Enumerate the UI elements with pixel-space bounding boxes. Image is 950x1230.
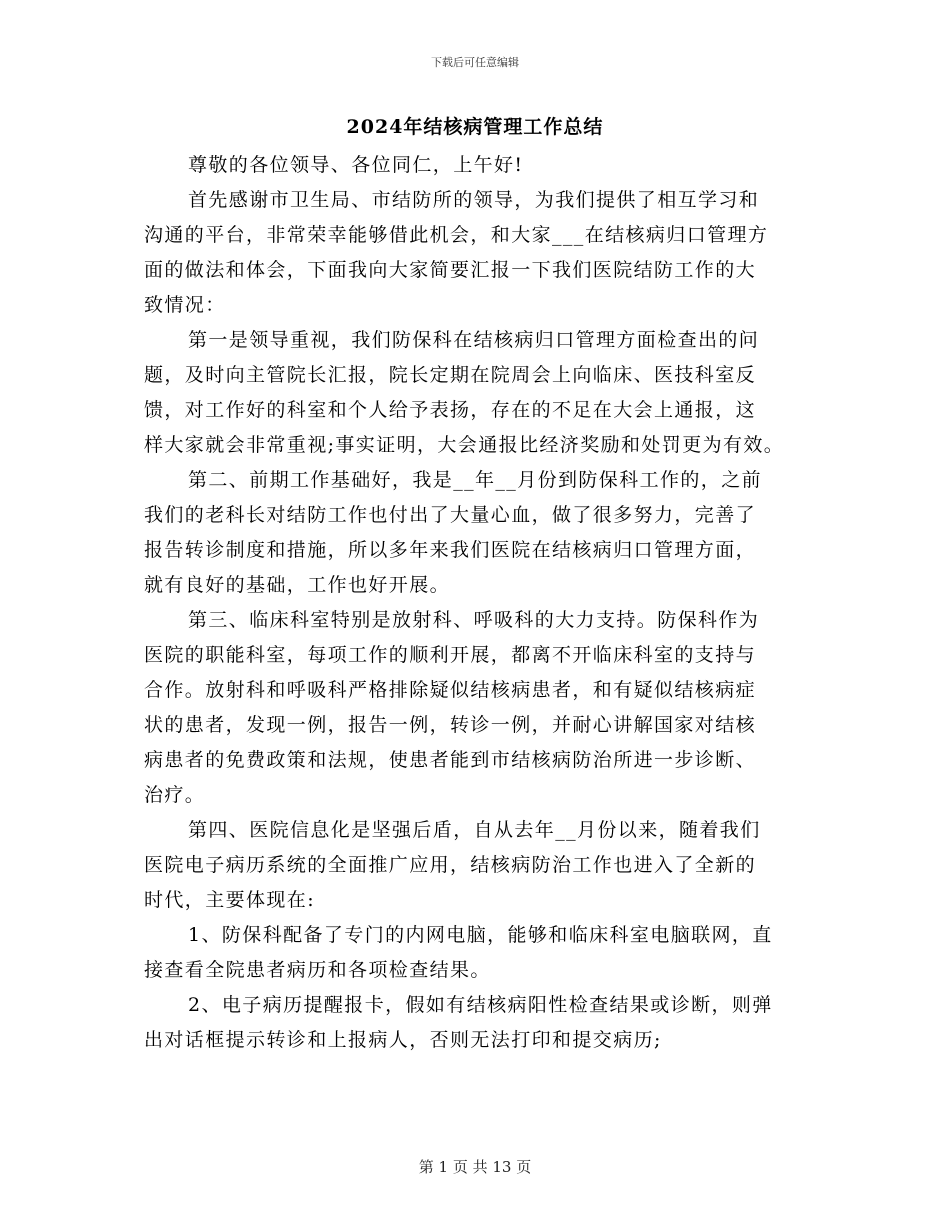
page-number-footer: 第 1 页 共 13 页 (418, 1158, 532, 1176)
body-line: 第一是领导重视，我们防保科在结核病归口管理方面检查出的问 (188, 329, 760, 351)
body-line: 出对话框提示转诊和上报病人，否则无法打印和提交病历; (144, 1029, 662, 1051)
body-line: 合作。放射科和呼吸科严格排除疑似结核病患者，和有疑似结核病症 (144, 679, 757, 701)
body-line: 就有良好的基础，工作也好开展。 (144, 574, 451, 596)
body-line: 首先感谢市卫生局、市结防所的领导，为我们提供了相互学习和 (188, 189, 760, 211)
body-line: 治疗。 (144, 784, 206, 806)
body-line: 样大家就会非常重视;事实证明，大会通报比经济奖励和处罚更为有效。 (144, 434, 785, 456)
body-line: 馈，对工作好的科室和个人给予表扬，存在的不足在大会上通报，这 (144, 399, 757, 421)
body-line: 面的做法和体会，下面我向大家简要汇报一下我们医院结防工作的大 (144, 259, 757, 281)
body-line: 病患者的免费政策和法规，使患者能到市结核病防治所进一步诊断、 (144, 749, 757, 771)
body-line: 题，及时向主管院长汇报，院长定期在院周会上向临床、医技科室反 (144, 364, 757, 386)
header-note: 下载后可任意编辑 (431, 56, 519, 69)
body-line: 2、电子病历提醒报卡，假如有结核病阳性检查结果或诊断，则弹 (188, 994, 773, 1016)
body-line: 报告转诊制度和措施，所以多年来我们医院在结核病归口管理方面， (144, 539, 757, 561)
body-line: 时代，主要体现在: (144, 889, 316, 911)
body-line: 致情况： (144, 294, 226, 316)
body-line: 医院电子病历系统的全面推广应用，结核病防治工作也进入了全新的 (144, 854, 757, 876)
body-line: 医院的职能科室，每项工作的顺利开展，都离不开临床科室的支持与 (144, 644, 757, 666)
body-line: 沟通的平台，非常荣幸能够借此机会，和大家___在结核病归口管理方 (144, 224, 769, 246)
body-line: 第二、前期工作基础好，我是__年__月份到防保科工作的，之前 (188, 469, 763, 491)
document-body (144, 148, 824, 1058)
body-line: 状的患者，发现一例，报告一例，转诊一例，并耐心讲解国家对结核 (144, 714, 757, 736)
body-line: 尊敬的各位领导、各位同仁，上午好! (188, 154, 524, 176)
document-title: 2024年结核病管理工作总结 (346, 116, 604, 138)
body-line: 1、防保科配备了专门的内网电脑，能够和临床科室电脑联网，直 (188, 924, 773, 946)
body-line: 第四、医院信息化是坚强后盾，自从去年__月份以来，随着我们 (188, 819, 761, 841)
body-line: 第三、临床科室特别是放射科、呼吸科的大力支持。防保科作为 (188, 609, 760, 631)
body-line: 接查看全院患者病历和各项检查结果。 (144, 959, 491, 981)
body-line: 我们的老科长对结防工作也付出了大量心血，做了很多努力，完善了 (144, 504, 757, 526)
